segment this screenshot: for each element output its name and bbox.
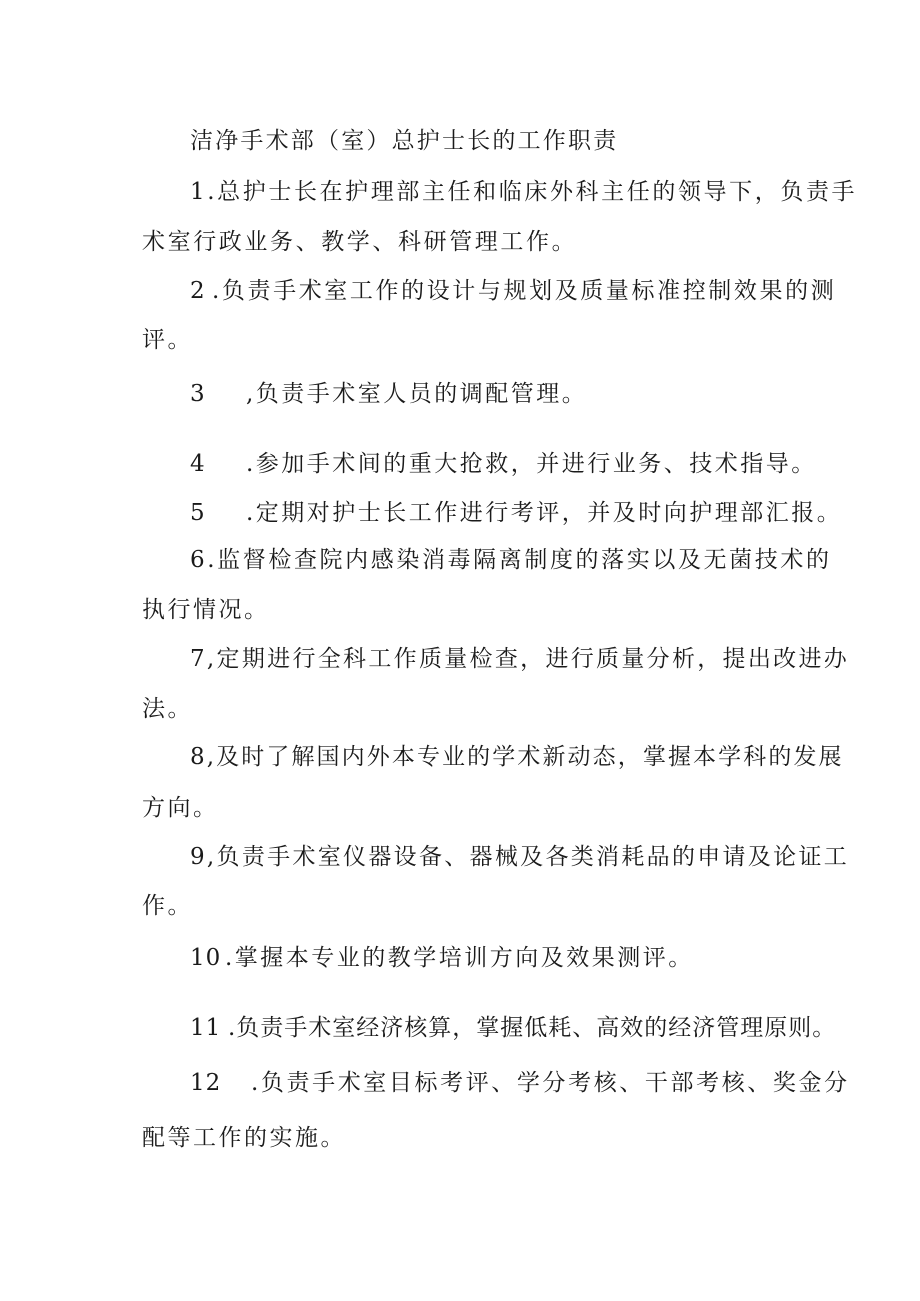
list-item-6-line-1: 6.监督检查院内感染消毒隔离制度的落实以及无菌技术的	[190, 547, 832, 573]
list-item-5-number: 5	[190, 500, 206, 526]
list-item-12-line-1: .负责手术室目标考评、学分考核、干部考核、奖金分	[251, 1070, 850, 1096]
list-item-1-line-2: 术室行政业务、教学、科研管理工作。	[142, 229, 578, 255]
list-item-10-number: 10	[190, 945, 222, 971]
document-title: 洁净手术部（室）总护士长的工作职责	[190, 128, 619, 154]
list-item-8-line-2: 方向。	[142, 795, 219, 821]
list-item-4-text: .参加手术间的重大抢救，并进行业务、技术指导。	[246, 451, 817, 477]
list-item-2-line-2: 评。	[142, 327, 193, 353]
list-item-4-number: 4	[190, 451, 206, 477]
list-item-3-text: ,负责手术室人员的调配管理。	[246, 381, 588, 407]
list-item-8-line-1: 8,及时了解国内外本专业的学术新动态，掌握本学科的发展	[190, 744, 844, 770]
list-item-6-line-2: 执行情况。	[142, 597, 270, 623]
list-item-10-text: .掌握本专业的教学培训方向及效果测评。	[225, 945, 694, 971]
list-item-9-line-2: 作。	[142, 893, 193, 919]
list-item-11-text: .负责手术室经济核算，掌握低耗、高效的经济管理原则。	[228, 1015, 837, 1041]
list-item-1-line-1: 1.总护士长在护理部主任和临床外科主任的领导下，负责手	[190, 179, 858, 205]
list-item-2-number: 2	[190, 278, 206, 304]
list-item-9-line-1: 9,负责手术室仪器设备、器械及各类消耗品的申请及论证工	[190, 844, 850, 870]
list-item-7-line-2: 法。	[142, 696, 193, 722]
list-item-3-number: 3	[190, 381, 206, 407]
list-item-11-number: 11	[190, 1015, 222, 1041]
list-item-7-line-1: 7,定期进行全科工作质量检查，进行质量分析，提出改进办	[190, 646, 850, 672]
list-item-5-text: .定期对护士长工作进行考评，并及时向护理部汇报。	[246, 500, 843, 526]
list-item-2-line-1: .负责手术室工作的设计与规划及质量标准控制效果的测	[212, 278, 837, 304]
list-item-12-number: 12	[190, 1070, 222, 1096]
list-item-12-line-2: 配等工作的实施。	[142, 1125, 346, 1151]
